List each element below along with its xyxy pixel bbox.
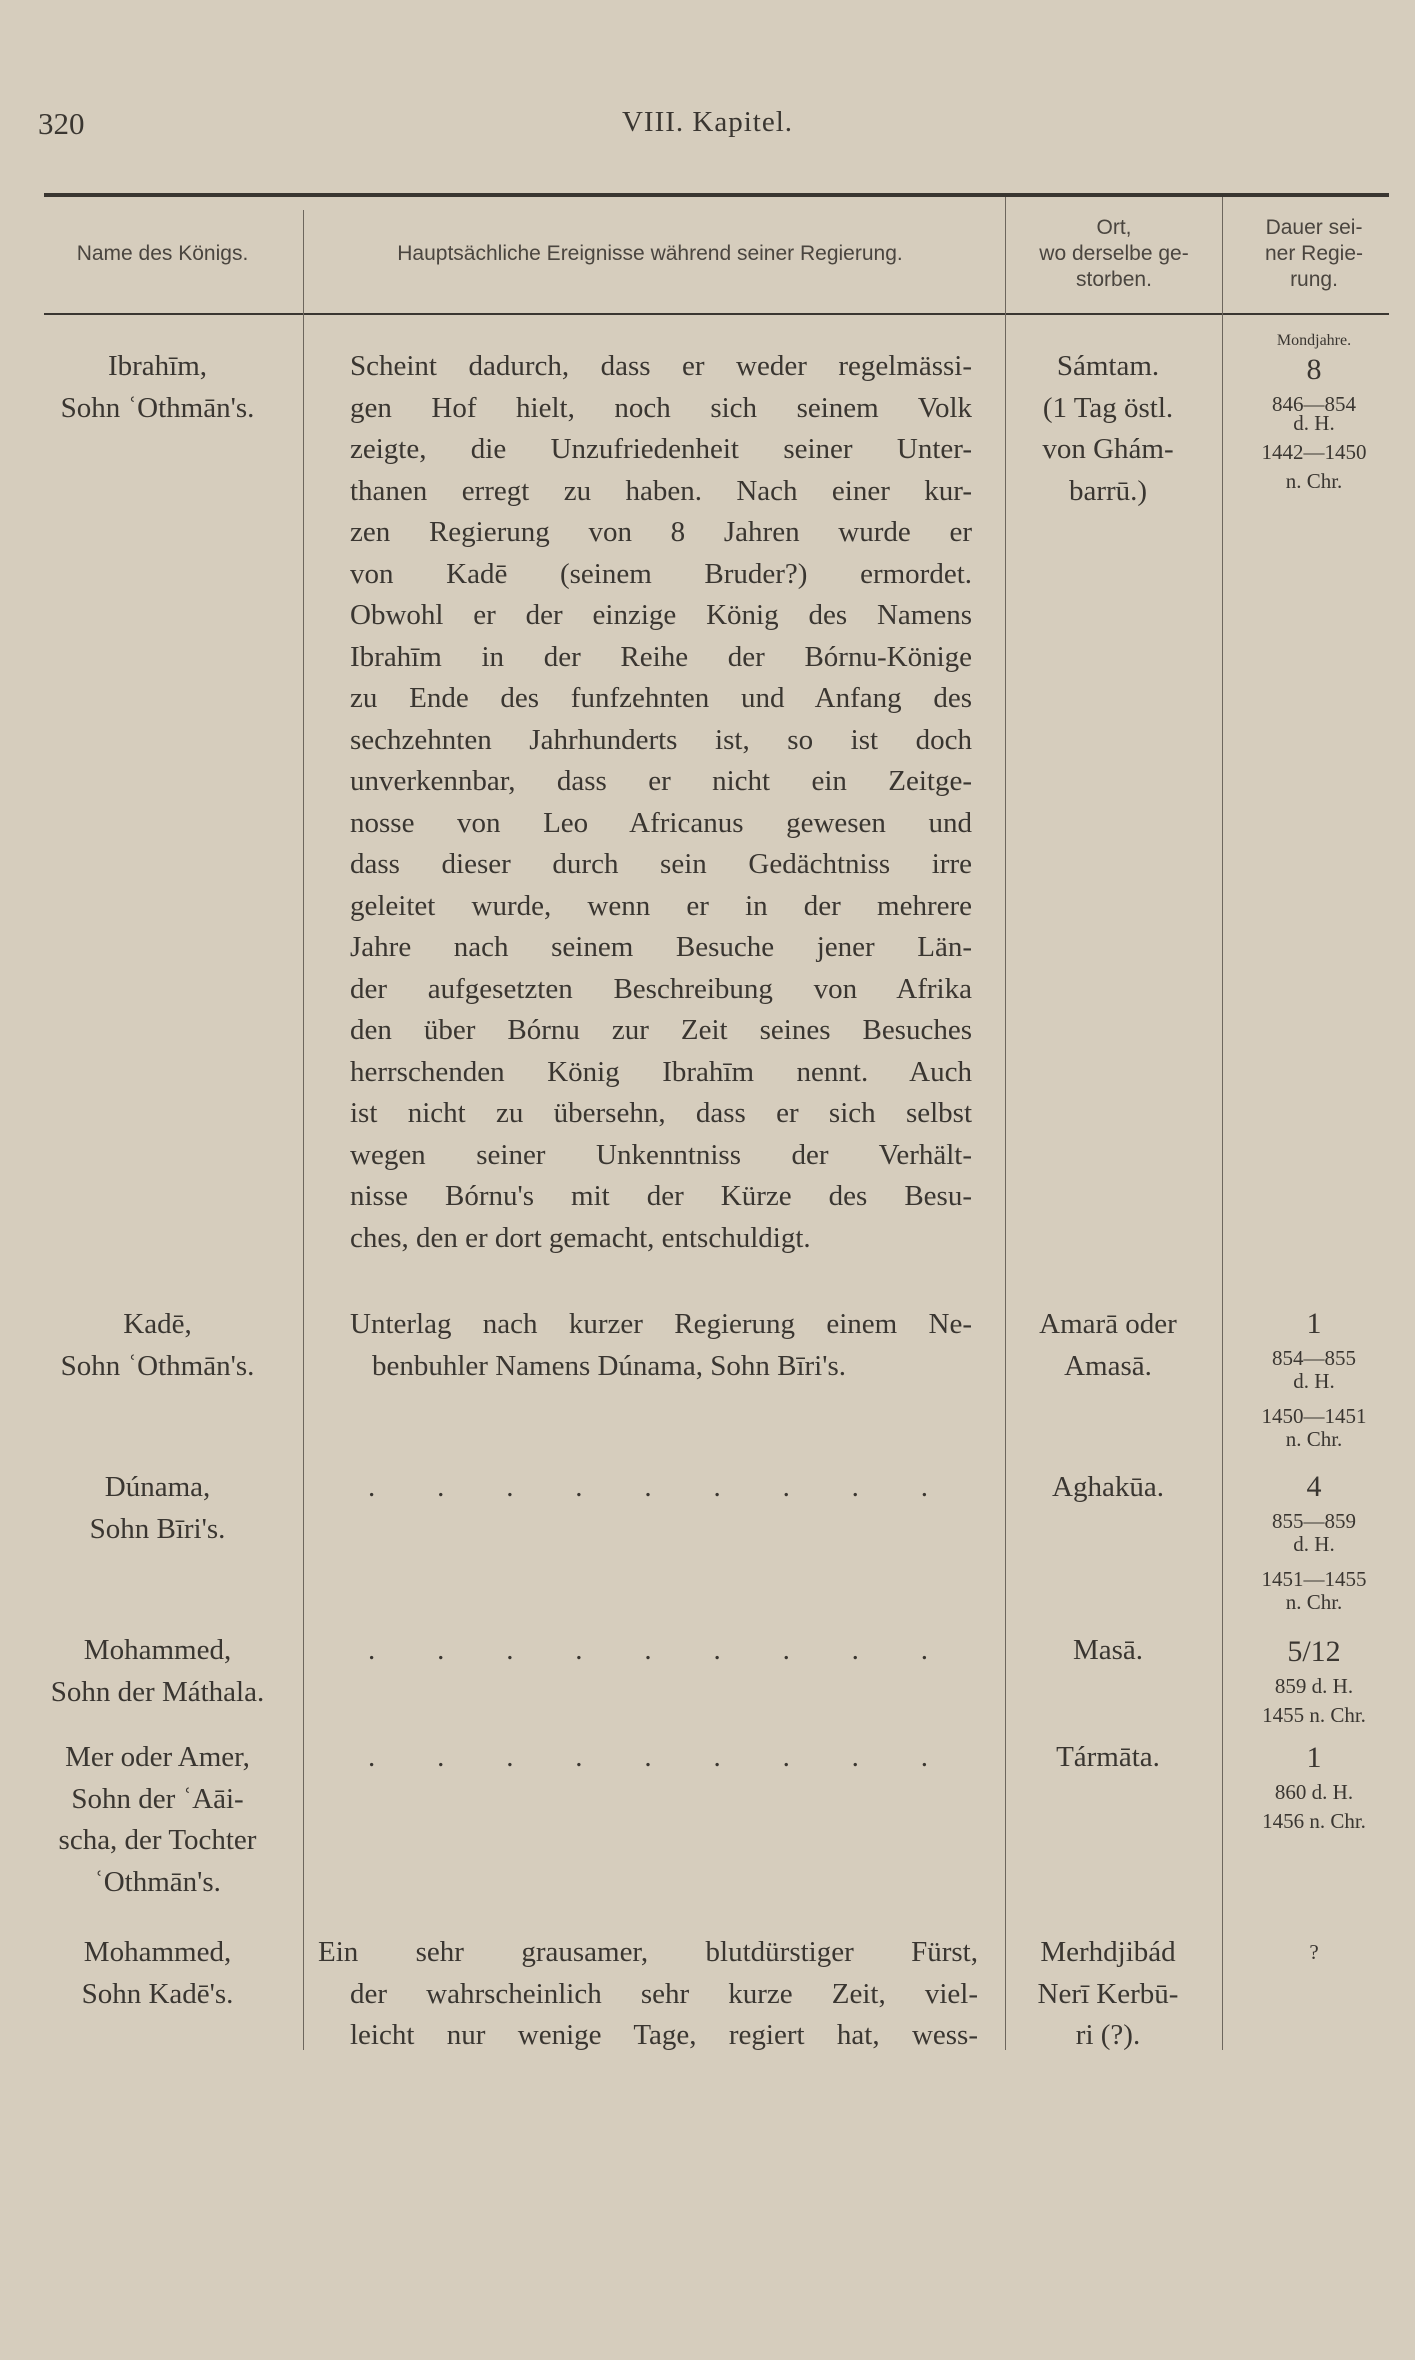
ellipsis-dot: .: [782, 1741, 790, 1773]
column-header-duration: Dauer sei- ner Regie- rung.: [1264, 216, 1364, 291]
ellipsis-dot: .: [575, 1741, 583, 1773]
ellipsis-dot: .: [920, 1471, 928, 1503]
reign-duration: ?: [1309, 1940, 1319, 1964]
ellipsis-dot: .: [506, 1741, 514, 1773]
column-divider: [303, 210, 304, 2050]
ellipsis-dot: .: [713, 1471, 721, 1503]
ellipsis-dot: .: [368, 1471, 376, 1503]
duration-unit: Mondjahre.: [1276, 332, 1352, 349]
column-divider: [1005, 197, 1006, 2050]
ellipsis-dot: .: [437, 1741, 445, 1773]
ellipsis-dot: .: [506, 1634, 514, 1666]
death-place: Sámtam. (1 Tag östl. von Ghám- barrū.): [1042, 350, 1174, 507]
ellipsis-dot: .: [851, 1634, 859, 1666]
ellipsis-dot: .: [920, 1741, 928, 1773]
ellipsis-dot: .: [368, 1741, 376, 1773]
king-name: Ibrahīm, Sohn ʿOthmān's.: [60, 350, 255, 424]
ellipsis-dot: .: [920, 1634, 928, 1666]
king-name: Mohammed, Sohn der Máthala.: [50, 1634, 265, 1708]
death-place: Aghakūa.: [1052, 1471, 1164, 1503]
death-place: Tármāta.: [1056, 1741, 1160, 1773]
ellipsis-dot: .: [437, 1634, 445, 1666]
reign-duration: 8 846—854 d. H. 1442—1450 n. Chr.: [1261, 353, 1367, 493]
ellipsis-dot: .: [713, 1741, 721, 1773]
ellipsis-dot: .: [782, 1634, 790, 1666]
death-place: Masā.: [1072, 1634, 1144, 1666]
ellipsis-dot: .: [368, 1634, 376, 1666]
chapter-heading: VIII. Kapitel.: [621, 106, 794, 138]
table-top-rule: [44, 193, 1389, 197]
ellipsis-dot: .: [437, 1471, 445, 1503]
king-name: Kadē, Sohn ʿOthmān's.: [60, 1308, 255, 1382]
column-header-events: Hauptsächliche Ereignisse während seiner Regierung.: [397, 242, 903, 265]
events-text: Unterlag nach kurzer Regierung einem Ne- benbuhler Namens Dúnama, Sohn Bīri's.: [350, 1308, 972, 1382]
column-header-name: Name des Königs.: [76, 242, 249, 265]
king-name: Mer oder Amer, Sohn der ʿAāi- scha, der Tochter ʿOthmān's.: [58, 1741, 257, 1898]
ellipsis-dot: .: [713, 1634, 721, 1666]
events-text: Scheint dadurch, dass er weder regelmässi- gen Hof hielt, noch sich seinem Volk zeigte, die Unzufriedenheit seiner Unter- thanen erregt zu haben. Nach einer kur- zen Regierung von 8 Jahren wurde er von Kadē (seinem Bruder?) ermordet. Obwohl er der einzige König des Namens Ibrahīm in der Reihe der Bórnu-Könige zu Ende des funfzehnten und Anfang des sechzehnten Jahrhunderts ist, so ist doch unverkennbar, dass er nicht ein Zeitge- nosse von Leo Africanus gewesen und dass dieser durch sein Gedächtniss irre geleitet wurde, wenn er in der mehrere Jahre nach seinem Besuche jener Län- der aufgesetzten Beschreibung von Afrika den über Bórnu zur Zeit seines Besuches herrschenden König Ibrahīm nennt. Auch ist nicht zu übersehn, dass er sich selbst wegen seiner Unkenntniss der Verhält- nisse Bórnu's mit der Kürze des Besu- ches, den er dort gemacht, entschuldigt.: [350, 350, 972, 1254]
reign-duration: 5/12 859 d. H. 1455 n. Chr.: [1262, 1635, 1366, 1727]
column-header-place: Ort, wo derselbe ge- storben.: [1039, 216, 1189, 291]
ellipsis-dot: .: [644, 1471, 652, 1503]
ellipsis-dot: .: [851, 1471, 859, 1503]
ellipsis-dot: .: [851, 1741, 859, 1773]
page-number: 320: [38, 106, 85, 141]
ellipsis-dot: .: [644, 1741, 652, 1773]
ellipsis-dot: .: [575, 1471, 583, 1503]
ellipsis-dot: .: [506, 1471, 514, 1503]
events-ellipsis: [368, 1630, 928, 1672]
ellipsis-dot: .: [782, 1471, 790, 1503]
reign-duration: 4 855—859 d. H. 1451—1455 n. Chr.: [1261, 1470, 1367, 1614]
reign-duration: 1 860 d. H. 1456 n. Chr.: [1262, 1741, 1366, 1833]
death-place: Amarā oder Amasā.: [1039, 1308, 1177, 1382]
ellipsis-dot: .: [644, 1634, 652, 1666]
events-ellipsis: [368, 1737, 928, 1779]
events-ellipsis: [368, 1467, 928, 1509]
death-place: Merhdjibád Nerī Kerbū- ri (?).: [1037, 1936, 1179, 2051]
ellipsis-dot: .: [575, 1634, 583, 1666]
events-text: Ein sehr grausamer, blutdürstiger Fürst, der wahrscheinlich sehr kurze Zeit, viel- leicht nur wenige Tage, regiert hat, wess-: [318, 1936, 978, 2051]
reign-duration: 1 854—855 d. H. 1450—1451 n. Chr.: [1261, 1307, 1367, 1451]
king-name: Mohammed, Sohn Kadē's.: [81, 1936, 234, 2010]
king-name: Dúnama, Sohn Bīri's.: [89, 1471, 226, 1545]
table-header-rule: [44, 313, 1389, 315]
